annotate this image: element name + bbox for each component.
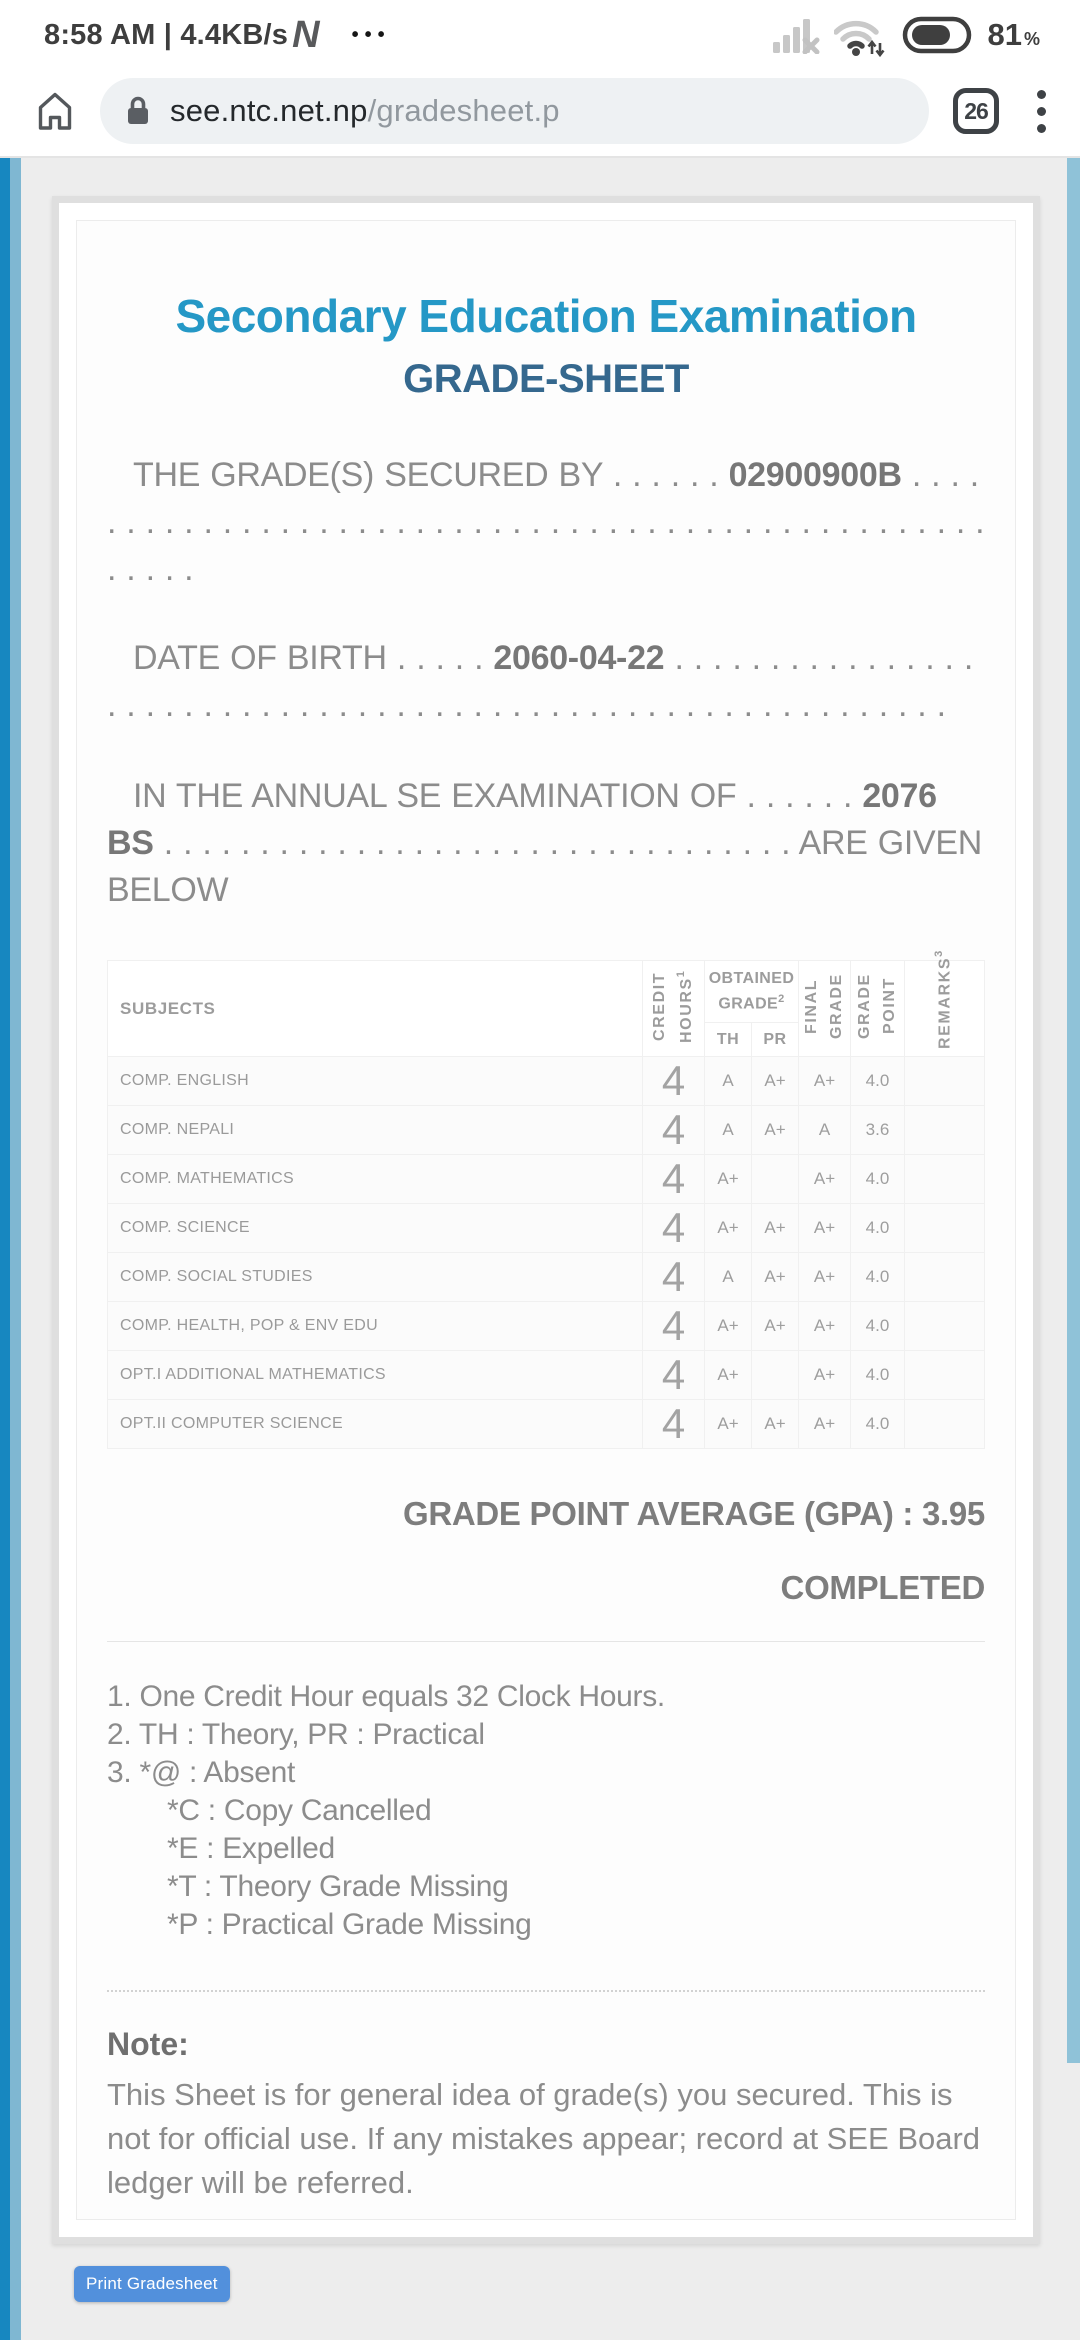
browser-toolbar xyxy=(0,66,1080,156)
exam-year: 2076 BS xyxy=(107,777,937,862)
notification-dots-icon: ••• xyxy=(351,23,391,46)
tab-switcher-button[interactable] xyxy=(953,88,999,134)
col-header-obtained-grade: OBTAINED GRADE$^2$ xyxy=(705,961,799,1023)
kebab-dot xyxy=(1037,124,1046,133)
col-header-th: TH xyxy=(705,1023,752,1057)
url-bar[interactable] xyxy=(100,78,929,144)
page-left-accent-dark xyxy=(0,158,10,2340)
note-block xyxy=(107,1992,985,2220)
page-subtitle: GRADE-SHEET xyxy=(403,357,689,401)
battery-icon xyxy=(902,16,974,54)
legend-item: 1. One Credit Hour equals 32 Clock Hours. xyxy=(107,1680,665,1713)
legend-item: 3. *@ : Absent xyxy=(107,1756,296,1789)
lock-icon[interactable] xyxy=(124,95,152,127)
url-text xyxy=(170,93,560,129)
status-right xyxy=(772,13,1041,57)
home-icon xyxy=(31,87,79,135)
date-of-birth-line: DATE OF BIRTH . . . . . 2060-04-22 . . . . . . . . . . . . . . . . . . . . . . . . . . . . . . . . . . . . . . . . . . . . . . . . . . . . . . . . . . . . xyxy=(107,639,973,724)
carrier-logo-icon: N xyxy=(292,13,318,56)
status-left xyxy=(44,14,391,57)
home-button[interactable] xyxy=(30,86,80,136)
table-row: OPT.I ADDITIONAL MATHEMATICS 4 A+ A+ 4.0 xyxy=(108,1351,985,1400)
cellular-signal-icon xyxy=(772,16,820,54)
table-row: COMP. MATHEMATICS 4 A+ A+ 4.0 xyxy=(108,1155,985,1204)
gradesheet xyxy=(76,220,1016,2220)
legend-item: *P : Practical Grade Missing xyxy=(167,1908,532,1941)
table-row: COMP. NEPALI 4 A A+ A 3.6 xyxy=(108,1106,985,1155)
exam-year-line: IN THE ANNUAL SE EXAMINATION OF . . . . . . 2076 BS . . . . . . . . . . . . . . . . . . . . . . . . . . . . . . . . . ARE GIVEN BELOW xyxy=(107,777,983,909)
table-row: COMP. ENGLISH 4 A A+ A+ 4.0 xyxy=(108,1057,985,1106)
legend-item: *E : Expelled xyxy=(167,1832,335,1865)
gradesheet-card xyxy=(52,196,1040,2244)
symbol-number: 02900900B xyxy=(728,456,902,494)
col-header-final-grade: FINAL GRADE xyxy=(799,961,851,1057)
note-heading: Note: xyxy=(107,2026,189,2062)
print-gradesheet-button[interactable]: Print Gradesheet xyxy=(74,2266,230,2302)
grades-table xyxy=(107,949,985,1449)
table-row: OPT.II COMPUTER SCIENCE 4 A+ A+ A+ 4.0 xyxy=(108,1400,985,1449)
note-text: This Sheet is for general idea of grade(s) you secured. This is not for official use. If any mistakes appear; record at SEE Board ledger will be referred. xyxy=(107,2077,981,2200)
battery-percent: 81 % xyxy=(987,17,1040,52)
legend-item: *T : Theory Grade Missing xyxy=(167,1870,509,1903)
summary-block xyxy=(107,1449,985,1641)
page-left-accent-light xyxy=(10,158,21,2340)
scrollbar-thumb[interactable] xyxy=(1067,158,1080,2063)
status-time-speed: 8:58 AM | 4.4KB/s xyxy=(44,18,289,51)
completion-status: COMPLETED xyxy=(780,1569,985,1606)
table-row: COMP. SOCIAL STUDIES 4 A A+ A+ 4.0 xyxy=(108,1253,985,1302)
web-page xyxy=(0,158,1080,2340)
page-title: Secondary Education Examination xyxy=(175,290,917,342)
table-row: COMP. HEALTH, POP & ENV EDU 4 A+ A+ A+ 4.0 xyxy=(108,1302,985,1351)
col-header-credit-hours: CREDIT HOURS$^1$ xyxy=(643,961,705,1057)
kebab-dot xyxy=(1037,107,1046,116)
table-row: COMP. SCIENCE 4 A+ A+ A+ 4.0 xyxy=(108,1204,985,1253)
menu-button[interactable] xyxy=(1033,86,1050,137)
col-header-pr: PR xyxy=(752,1023,799,1057)
col-header-grade-point: GRADE POINT xyxy=(851,961,905,1057)
kebab-dot xyxy=(1037,90,1046,99)
wifi-icon xyxy=(834,13,888,57)
tab-count: 26 xyxy=(964,97,988,124)
url-path: /gradesheet.p xyxy=(367,93,560,128)
legend-block xyxy=(107,1641,985,1992)
legend-item: *C : Copy Cancelled xyxy=(167,1794,432,1827)
url-host: see.ntc.net.np xyxy=(170,93,368,128)
status-bar xyxy=(0,0,1080,66)
document-header xyxy=(107,221,985,402)
birth-date: 2060-04-22 xyxy=(493,639,665,677)
gpa-value: GRADE POINT AVERAGE (GPA) : 3.95 xyxy=(402,1495,985,1532)
col-header-subjects: SUBJECTS xyxy=(108,961,643,1057)
legend-item: 2. TH : Theory, PR : Practical xyxy=(107,1718,485,1751)
col-header-remarks: REMARKS$^3$ xyxy=(905,961,985,1057)
grades-secured-line: THE GRADE(S) SECURED BY . . . . . . 02900900B . . . . . . . . . . . . . . . . . . . . . . . . . . . . . . . . . . . . . . . . . . . . . . . . . . . . . . . xyxy=(107,456,985,588)
